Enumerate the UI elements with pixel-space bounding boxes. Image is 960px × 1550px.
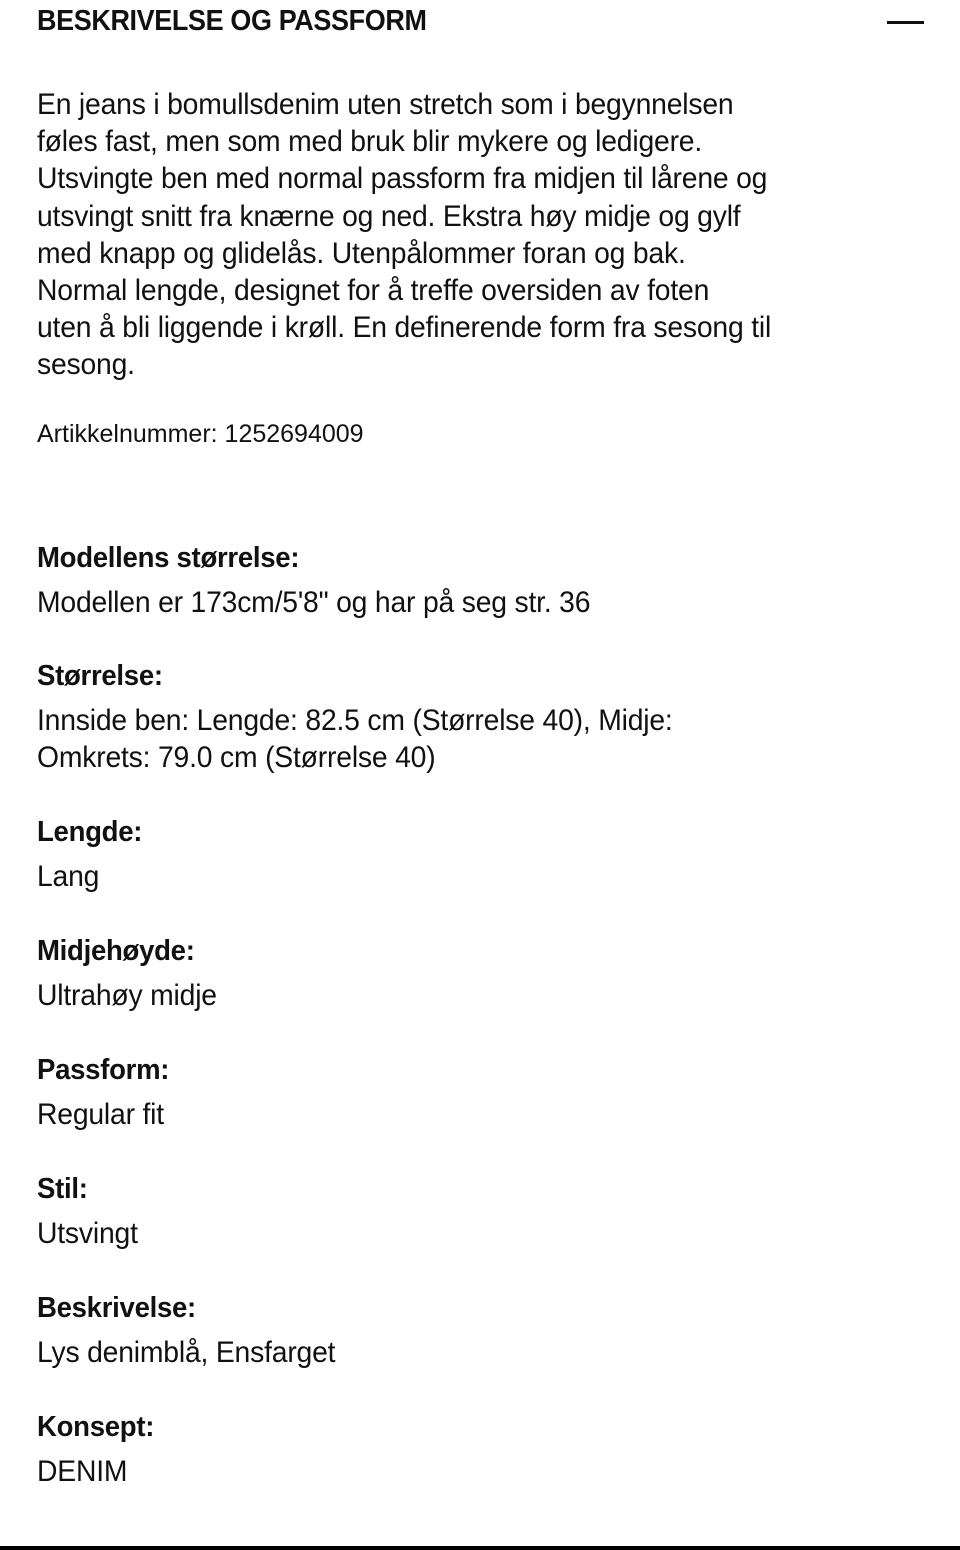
spec-value-line: Lang [37, 860, 100, 893]
spec-value [37, 1453, 901, 1490]
spec-value-line: Modellen er 173cm/5'8" og har på seg str. 36 [37, 586, 591, 619]
description-line: sesong. [37, 348, 135, 382]
spec-value-line: Lys denimblå, Ensfarget [37, 1336, 336, 1369]
spec-model-size [37, 538, 937, 656]
description-line: føles fast, men som med bruk blir mykere og ledigere. [37, 125, 703, 159]
description-line: med knapp og glidelås. Utenpålommer foran og bak. [37, 236, 686, 270]
collapse-button[interactable] [880, 6, 928, 38]
spec-size [37, 656, 937, 812]
spec-fit [37, 1050, 937, 1169]
spec-value-line: Innside ben: Lengde: 82.5 cm (Størrelse 40), Midje: [37, 704, 673, 737]
spec-value-line: Omkrets: 79.0 cm (Størrelse 40) [37, 741, 436, 774]
spec-value [37, 702, 901, 776]
spec-concept [37, 1407, 937, 1490]
description-line: Normal lengde, designet for å treffe oversiden av foten [37, 274, 710, 308]
spec-value-line: Utsvingt [37, 1217, 138, 1250]
spec-value [37, 858, 901, 895]
spec-length [37, 812, 937, 931]
spec-label: Midjehøyde: [37, 935, 195, 967]
spec-value [37, 1215, 901, 1252]
bottom-divider [0, 1546, 960, 1550]
spec-label: Stil: [37, 1173, 88, 1205]
spec-label: Lengde: [37, 816, 143, 848]
spec-value [37, 1096, 901, 1133]
description-line: utsvingt snitt fra knærne og ned. Ekstra høy midje og gylf [37, 199, 741, 233]
spec-waist-height [37, 931, 937, 1050]
spec-value-line: Ultrahøy midje [37, 979, 217, 1012]
spec-description [37, 1288, 937, 1407]
product-description [37, 86, 937, 384]
article-number: Artikkelnummer: 1252694009 [37, 420, 364, 448]
spec-value [37, 584, 901, 621]
spec-label: Størrelse: [37, 660, 163, 692]
description-line: Utsvingte ben med normal passform fra midjen til lårene og [37, 162, 768, 196]
spec-style [37, 1169, 937, 1288]
section-title: BESKRIVELSE OG PASSFORM [37, 5, 427, 37]
spec-label: Passform: [37, 1054, 170, 1086]
spec-value [37, 1334, 901, 1371]
section-header[interactable] [0, 0, 960, 48]
spec-value [37, 977, 901, 1014]
description-line: En jeans i bomullsdenim uten stretch som i begynnelsen [37, 88, 734, 121]
spec-value-line: DENIM [37, 1455, 128, 1488]
spec-value-line: Regular fit [37, 1098, 164, 1131]
description-line: uten å bli liggende i krøll. En definerende form fra sesong til [37, 311, 772, 345]
spec-label: Beskrivelse: [37, 1292, 196, 1324]
spec-label: Modellens størrelse: [37, 542, 300, 574]
product-specs [37, 538, 937, 1490]
spec-label: Konsept: [37, 1411, 155, 1443]
minus-icon [887, 21, 924, 24]
